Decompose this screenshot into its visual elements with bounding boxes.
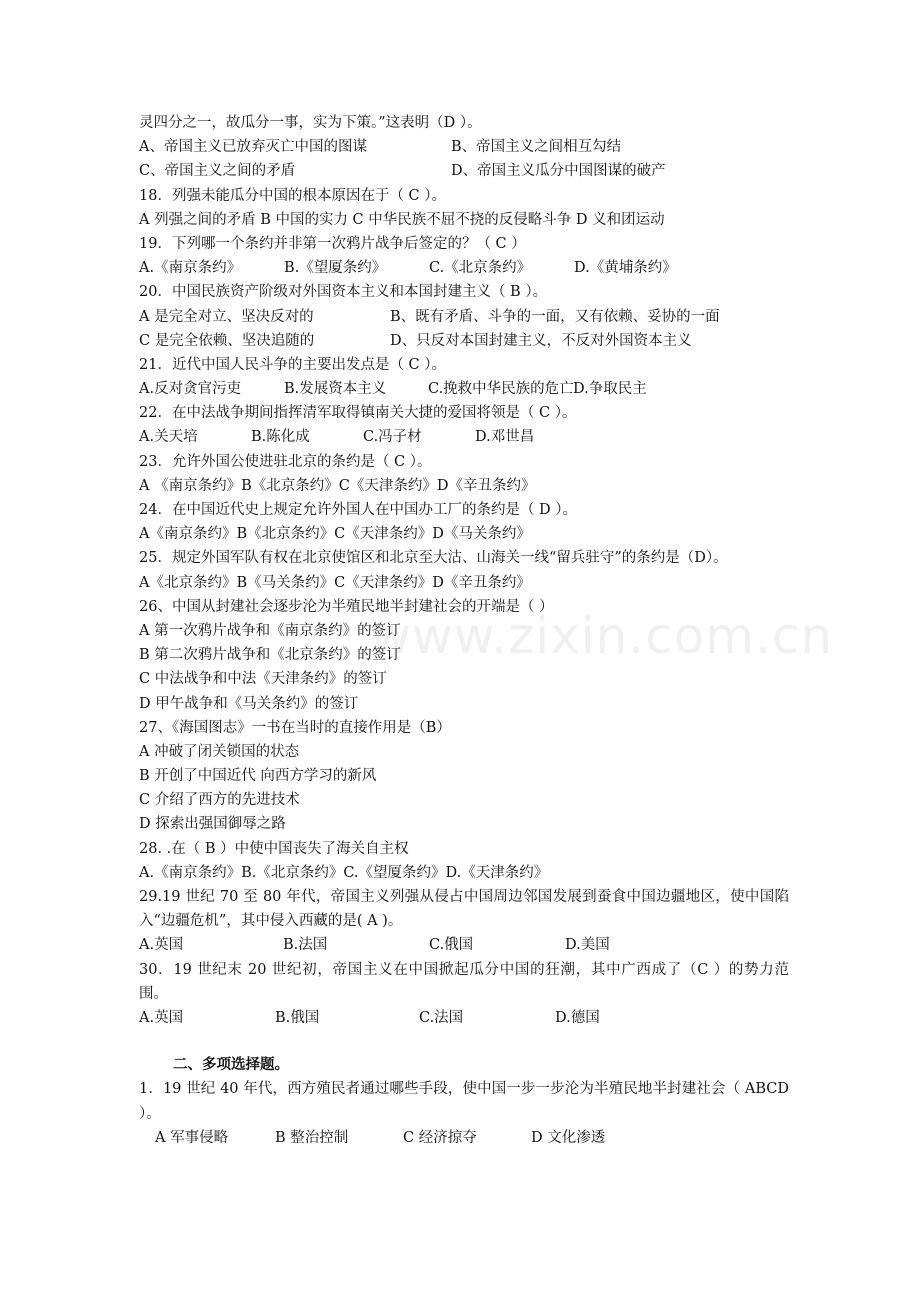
option: C.法国 — [419, 1010, 464, 1027]
multi-question-1: 1．19 世纪 40 年代，西方殖民者通过哪些手段，使中国一步一步沦为半殖民地半封建社会（ ABCD ）。 — [139, 1081, 789, 1122]
question-20-options-row-1 — [139, 305, 789, 329]
option: D、帝国主义瓜分中国图谋的破产 — [451, 163, 666, 180]
option: B、帝国主义之间相互勾结 — [451, 139, 622, 156]
question-24-options: A《南京条约》B《北京条约》C《天津条约》D《马关条约》 — [139, 526, 531, 543]
question-30-options — [139, 1006, 789, 1030]
question-22: 22．在中法战争期间指挥清军取得镇南关大捷的爱国将领是（ C ）。 — [139, 405, 577, 422]
option: B.法国 — [283, 937, 328, 954]
watermark: www.zixin.com.cn — [370, 607, 834, 665]
option: C 经济掠夺 — [403, 1129, 477, 1146]
question-29-options — [139, 933, 789, 957]
question-19: 19．下列哪一个条约并非第一次鸦片战争后签定的？（ C ） — [139, 235, 526, 252]
option: C.冯子材 — [363, 429, 422, 446]
question-17-stem-tail: 灵四分之一，故瓜分一事，实为下策。”这表明（D ）。 — [139, 115, 482, 131]
question-23-options: A 《南京条约》B《北京条约》C《天津条约》D《辛丑条约》 — [139, 477, 536, 494]
question-27-option-c: C 介绍了西方的先进技术 — [139, 792, 300, 809]
option: D 文化渗透 — [531, 1129, 606, 1146]
option: B.《望厦条约》 — [284, 260, 387, 277]
document-page — [139, 111, 789, 1150]
option: C、帝国主义之间的矛盾 — [139, 163, 296, 180]
question-23: 23．允许外国公使进驻北京的条约是（ C ）。 — [139, 453, 432, 470]
option: D.邓世昌 — [475, 429, 535, 446]
option: C.《北京条约》 — [429, 260, 532, 277]
option: D.美国 — [565, 937, 610, 954]
question-27-option-d: D 探索出强国御辱之路 — [139, 816, 286, 833]
question-27: 27、《海国图志》一书在当时的直接作用是（B） — [139, 719, 451, 736]
question-17-options-row-1 — [139, 135, 789, 159]
option: D.德国 — [555, 1010, 600, 1027]
question-25-options: A《北京条约》B《马关条约》C《天津条约》D《辛丑条约》 — [139, 574, 531, 591]
question-26: 26、中国从封建社会逐步沦为半殖民地半封建社会的开端是（ ） — [139, 598, 554, 615]
question-18-options: A 列强之间的矛盾 B 中国的实力 C 中华民族不屈不挠的反侵略斗争 D 义和团运动 — [139, 211, 665, 228]
question-26-option-c: C 中法战争和中法《天津条约》的签订 — [139, 671, 387, 688]
section-heading: 二、多项选择题。 — [173, 1056, 289, 1074]
question-26-option-a: A 第一次鸦片战争和《南京条约》的签订 — [139, 622, 401, 639]
option: A.关天培 — [139, 429, 198, 446]
question-20-options-row-2 — [139, 329, 789, 353]
section-spacer — [139, 1030, 789, 1053]
option: A、帝国主义已放弃灭亡中国的图谋 — [139, 139, 367, 156]
question-20: 20．中国民族资产阶级对外国资本主义和本国封建主义（ B ）。 — [139, 284, 548, 301]
question-17-options-row-2 — [139, 159, 789, 183]
option: B.陈化成 — [251, 429, 310, 446]
question-25: 25．规定外国军队有权在北京使馆区和北京至大沽、山海关一线“留兵驻守”的条约是（D）。 — [139, 550, 728, 567]
option: A.《南京条约》 — [139, 260, 242, 277]
option: A 是完全对立、坚决反对的 — [139, 308, 314, 325]
question-30: 30．19 世纪末 20 世纪初，帝国主义在中国掀起瓜分中国的狂潮，其中广西成了（C ）的势力范围。 — [139, 961, 789, 1002]
option: B 整治控制 — [275, 1129, 349, 1146]
question-24: 24．在中国近代史上规定允许外国人在中国办工厂的条约是（ D ）。 — [139, 502, 578, 518]
question-26-option-b: B 第二次鸦片战争和《北京条约》的签订 — [139, 647, 401, 664]
question-28: 28. .在（ B ）中使中国丧失了海关自主权 — [139, 840, 409, 857]
question-27-option-a: A 冲破了闭关锁国的状态 — [139, 743, 300, 760]
option: C.挽救中华民族的危亡 — [428, 381, 574, 398]
option: A 军事侵略 — [155, 1129, 229, 1146]
option: A.反对贪官污吏 — [139, 381, 242, 398]
question-28-options: A.《南京条约》B.《北京条约》C.《望厦条约》D.《天津条约》 — [139, 864, 549, 881]
option: C.俄国 — [429, 937, 474, 954]
option: B、既有矛盾、斗争的一面，又有依赖、妥协的一面 — [390, 308, 720, 325]
option: B.俄国 — [275, 1010, 320, 1027]
question-22-options — [139, 425, 789, 449]
question-21: 21．近代中国人民斗争的主要出发点是（ C ）。 — [139, 356, 447, 373]
option: D、只反对本国封建主义，不反对外国资本主义 — [390, 332, 692, 349]
question-21-options — [139, 377, 789, 401]
question-18: 18．列强未能瓜分中国的根本原因在于（ C ）。 — [139, 187, 447, 204]
option: C 是完全依赖、坚决追随的 — [139, 332, 315, 349]
question-27-option-b: B 开创了中国近代 向西方学习的新风 — [139, 768, 377, 785]
option: B.发展资本主义 — [284, 381, 387, 398]
option: A.英国 — [139, 937, 184, 954]
question-26-option-d: D 甲午战争和《马关条约》的签订 — [139, 695, 359, 712]
option: A.英国 — [139, 1010, 184, 1027]
question-19-options — [139, 256, 789, 280]
option: D.《黄埔条约》 — [574, 260, 677, 277]
multi-question-1-options — [139, 1126, 789, 1150]
question-29: 29.19 世纪 70 至 80 年代，帝国主义列强从侵占中国周边邻国发展到蚕食中国边疆地区，使中国陷入“边疆危机”，其中侵入西藏的是( A )。 — [139, 889, 789, 930]
option: D.争取民主 — [573, 381, 647, 398]
